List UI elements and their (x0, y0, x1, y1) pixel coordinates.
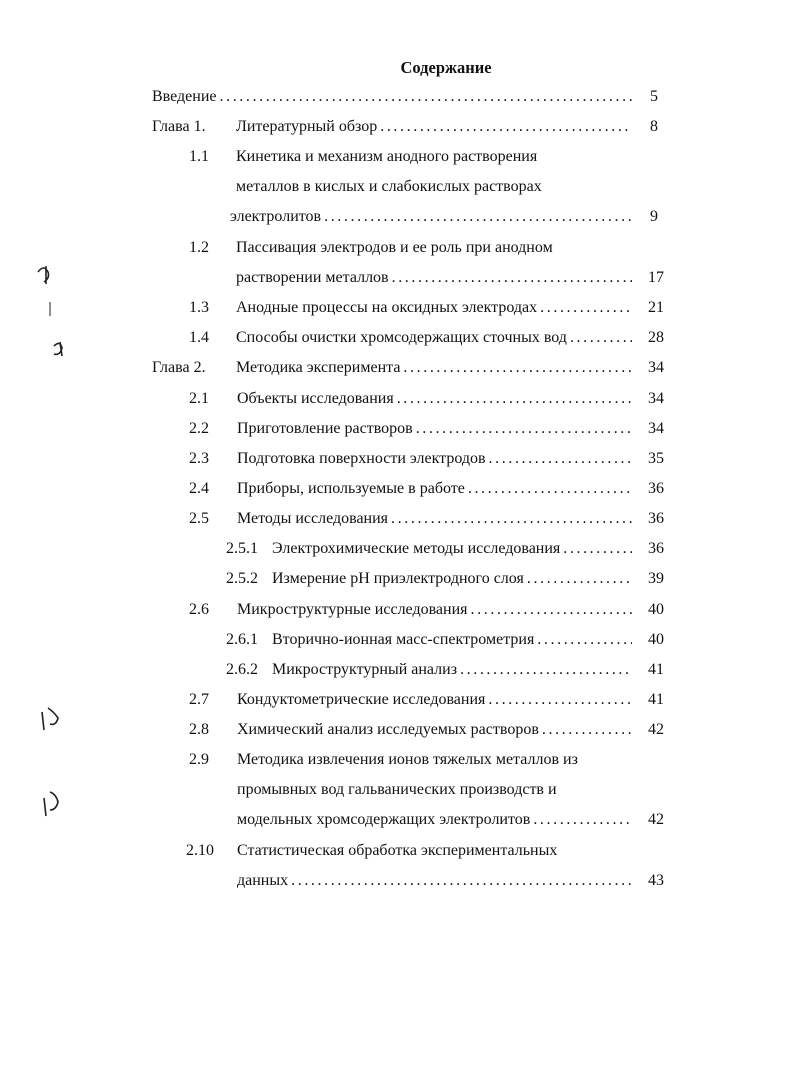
leader-dots (468, 478, 632, 500)
leader-dots (489, 448, 632, 470)
toc-page-number: 41 (648, 691, 664, 708)
toc-number: 2.1 (189, 390, 209, 407)
toc-entry-text: Микроструктурные исследования (237, 601, 468, 618)
toc-entry-text: Методы исследования (237, 510, 389, 527)
toc-entry-text: Микроструктурный анализ (272, 661, 458, 678)
leader-dots (471, 599, 632, 621)
toc-title: Содержание (400, 58, 492, 77)
toc-number: 2.6.2 (226, 661, 258, 678)
toc-entry-text: Измерение рН приэлектродного слоя (272, 570, 524, 587)
toc-number: 1.4 (189, 329, 209, 346)
toc-entry (237, 388, 632, 410)
toc-entry (272, 629, 632, 651)
toc-entry-text: модельных хромсодержащих электролитов (237, 811, 531, 828)
margin-mark (54, 342, 62, 356)
toc-page-number: 35 (648, 450, 664, 467)
toc-page-number: 43 (648, 872, 664, 889)
toc-page-number: 5 (650, 88, 658, 105)
toc-page-number: 17 (648, 269, 664, 286)
toc-number: 2.10 (186, 842, 214, 859)
toc-page-number: 36 (648, 510, 664, 527)
toc-entry-text: Литературный обзор (236, 118, 378, 135)
toc-entry (272, 659, 632, 681)
toc-number: Глава 2. (152, 359, 206, 376)
toc-number: 2.4 (189, 480, 209, 497)
toc-page-number: 36 (648, 540, 664, 557)
toc-entry-text: Методика извлечения ионов тяжелых металлов из (237, 751, 578, 768)
toc-page-number: 34 (648, 420, 664, 437)
toc-entry-text: Кондуктометрические исследования (237, 691, 486, 708)
toc-entry (237, 689, 632, 711)
leader-dots (392, 267, 632, 289)
leader-dots (403, 357, 632, 379)
toc-page-number: 34 (648, 359, 664, 376)
toc-number: 2.6 (189, 601, 209, 618)
toc-entry-text: электролитов (230, 208, 322, 225)
leader-dots (540, 297, 632, 319)
leader-dots (324, 206, 632, 228)
leader-dots (220, 86, 633, 108)
toc-number: 1.1 (189, 148, 209, 165)
leader-dots (542, 719, 632, 741)
toc-entry-text: промывных вод гальванических производств и (237, 781, 557, 798)
toc-entry (237, 508, 632, 530)
margin-mark (38, 266, 49, 284)
toc-number: 2.2 (189, 420, 209, 437)
toc-entry-text: Подготовка поверхности электродов (237, 450, 486, 467)
toc-entry-text: данных (237, 872, 289, 889)
toc-entry (237, 418, 632, 440)
toc-entry-text: Вторично-ионная масс-спектрометрия (272, 631, 535, 648)
margin-handwriting (20, 250, 80, 1070)
leader-dots (527, 568, 632, 590)
toc-entry (236, 267, 632, 289)
leader-dots (460, 659, 632, 681)
leader-dots (537, 629, 632, 651)
toc-number: 2.5.1 (226, 540, 258, 557)
toc-page-number: 40 (648, 601, 664, 618)
toc-page-number: 40 (648, 631, 664, 648)
toc-entry (237, 719, 632, 741)
toc-number: Глава 1. (152, 118, 206, 135)
toc-number: 2.7 (189, 691, 209, 708)
toc-entry (237, 599, 632, 621)
toc-page-number: 36 (648, 480, 664, 497)
toc-page-number: 42 (648, 721, 664, 738)
toc-entry (152, 86, 632, 108)
margin-mark (44, 792, 58, 816)
toc-entry (236, 297, 632, 319)
toc-entry (237, 478, 632, 500)
toc-entry-text: Введение (152, 88, 217, 105)
leader-dots (533, 809, 632, 831)
toc-entry-text: Химический анализ исследуемых растворов (237, 721, 539, 738)
toc-entry (236, 116, 632, 138)
toc-entry-text: Анодные процессы на оксидных электродах (236, 299, 538, 316)
toc-entry-text: Приборы, используемые в работе (237, 480, 465, 497)
toc-page-number: 41 (648, 661, 664, 678)
toc-entry-text: Пассивация электродов и ее роль при анодном (236, 239, 553, 256)
toc-page-number: 28 (648, 329, 664, 346)
toc-number: 2.8 (189, 721, 209, 738)
toc-entry (236, 327, 632, 349)
leader-dots (570, 327, 632, 349)
toc-page-number: 39 (648, 570, 664, 587)
toc-entry (236, 357, 632, 379)
toc-entry (237, 448, 632, 470)
leader-dots (416, 418, 632, 440)
leader-dots (291, 870, 632, 892)
toc-number: 2.3 (189, 450, 209, 467)
toc-number: 2.5.2 (226, 570, 258, 587)
toc-entry (272, 538, 632, 560)
toc-number: 1.3 (189, 299, 209, 316)
toc-page-number: 8 (650, 118, 658, 135)
leader-dots (391, 508, 632, 530)
toc-number: 2.5 (189, 510, 209, 527)
toc-page-number: 34 (648, 390, 664, 407)
toc-entry-text: Объекты исследования (237, 390, 394, 407)
toc-entry-text: Приготовление растворов (237, 420, 413, 437)
leader-dots (397, 388, 632, 410)
toc-entry-text: растворении металлов (236, 269, 389, 286)
toc-entry (237, 809, 632, 831)
leader-dots (563, 538, 632, 560)
toc-number: 2.9 (189, 751, 209, 768)
toc-entry-text: Электрохимические методы исследования (272, 540, 561, 557)
toc-page-number: 21 (648, 299, 664, 316)
toc-entry-text: Методика эксперимента (236, 359, 401, 376)
leader-dots (380, 116, 632, 138)
toc-entry (237, 870, 632, 892)
margin-mark (42, 708, 58, 730)
toc-entry-text: Кинетика и механизм анодного растворения (236, 148, 538, 165)
toc-entry (272, 568, 632, 590)
toc-page-number: 9 (650, 208, 658, 225)
toc-entry-text: Способы очистки хромсодержащих сточных вод (236, 329, 567, 346)
leader-dots (488, 689, 632, 711)
toc-entry-text: Статистическая обработка экспериментальных (237, 842, 558, 859)
toc-number: 2.6.1 (226, 631, 258, 648)
toc-entry (230, 206, 632, 228)
toc-entry-text: металлов в кислых и слабокислых растворах (236, 178, 542, 195)
toc-page-number: 42 (648, 811, 664, 828)
toc-number: 1.2 (189, 239, 209, 256)
